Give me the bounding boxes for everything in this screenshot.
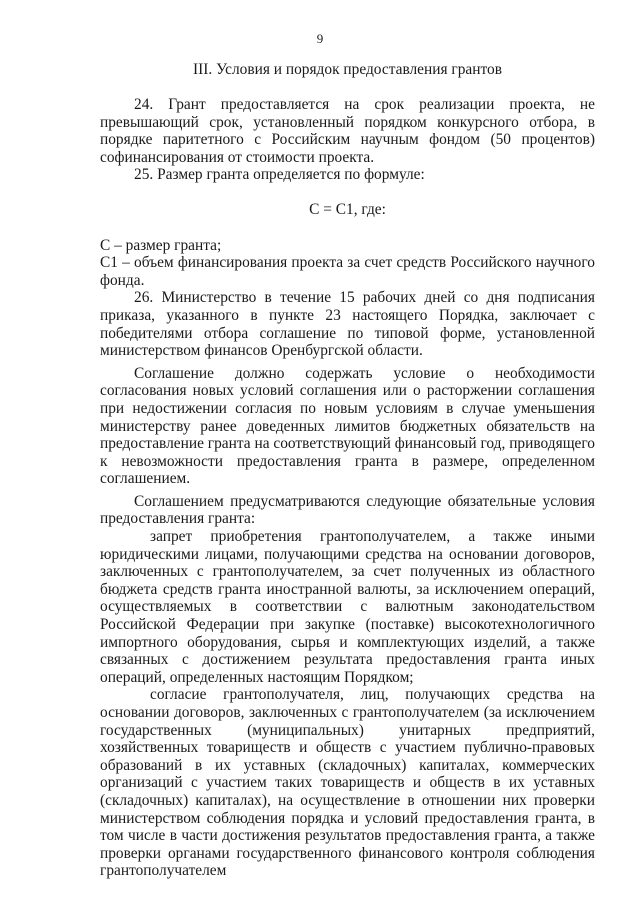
- inspection-consent-paragraph: согласие грантополучателя, лиц, получающих средства на основании договоров, заключенных с грантополучателем (за исключением государственных (муниципальных) унитарных предприятий, хозяйственных товариществ и обществ с участием публично-правовых образований в их уставных (складочных) капиталах, коммерческих организаций с участием таких товариществ и обществ в их уставных (складочных) капиталах), на осуществление в отношении них проверки министерством соблюдения порядка и условий предоставления гранта, в том числе в части достижения результатов предоставления гранта, а также проверки органами государственного финансового контроля соблюдения грантополучателем: [100, 686, 595, 880]
- section-title: III. Условия и порядок предоставления грантов: [193, 61, 502, 78]
- agreement-paragraph: Соглашение должно содержать условие о необходимости согласования новых условий соглашения или о расторжении соглашения при недостижении согласия по новым условиям в случае уменьшения министерству ранее доведенных лимитов бюджетных обязательств на предоставление гранта на соответствующий финансовый год, приводящего к невозможности предоставления гранта в размере, определенном соглашением.: [100, 364, 595, 488]
- paragraph-24: 24. Грант предоставляется на срок реализации проекта, не превышающий срок, установленный порядком конкурсного отбора, в порядке паритетного с Российским научным фондом (50 процентов) софинансирования от стоимости проекта.: [100, 96, 595, 166]
- paragraph-25: 25. Размер гранта определяется по формуле:: [134, 166, 425, 184]
- grant-formula: С = С1, где:: [309, 200, 386, 218]
- definition-c1: С1 – объем финансирования проекта за счет средств Российского научного фонда.: [100, 254, 595, 289]
- definition-c: С – размер гранта;: [100, 236, 222, 254]
- conditions-intro-paragraph: Соглашением предусматриваются следующие обязательные условия предоставления гранта:: [100, 492, 595, 528]
- document-body: [100, 96, 595, 880]
- currency-ban-paragraph: запрет приобретения грантополучателем, а также иными юридическими лицами, получающими средства на основании договоров, заключенных с грантополучателем, за счет полученных из областного бюджета средств гранта иностранной валюты, за исключением операций, осуществляемых в соответствии с валютным законодательством Российской Федерации при закупке (поставке) высокотехнологичного импортного оборудования, сырья и комплектующих изделий, а также связанных с достижением результата предоставления гранта иных операций, определенных настоящим Порядком;: [100, 528, 595, 686]
- paragraph-26: 26. Министерство в течение 15 рабочих дней со дня подписания приказа, указанного в пункте 23 настоящего Порядка, заключает с победителями отбора соглашение по типовой форме, установленной министерством финансов Оренбургской области.: [100, 289, 595, 360]
- page-number: 9: [316, 31, 324, 46]
